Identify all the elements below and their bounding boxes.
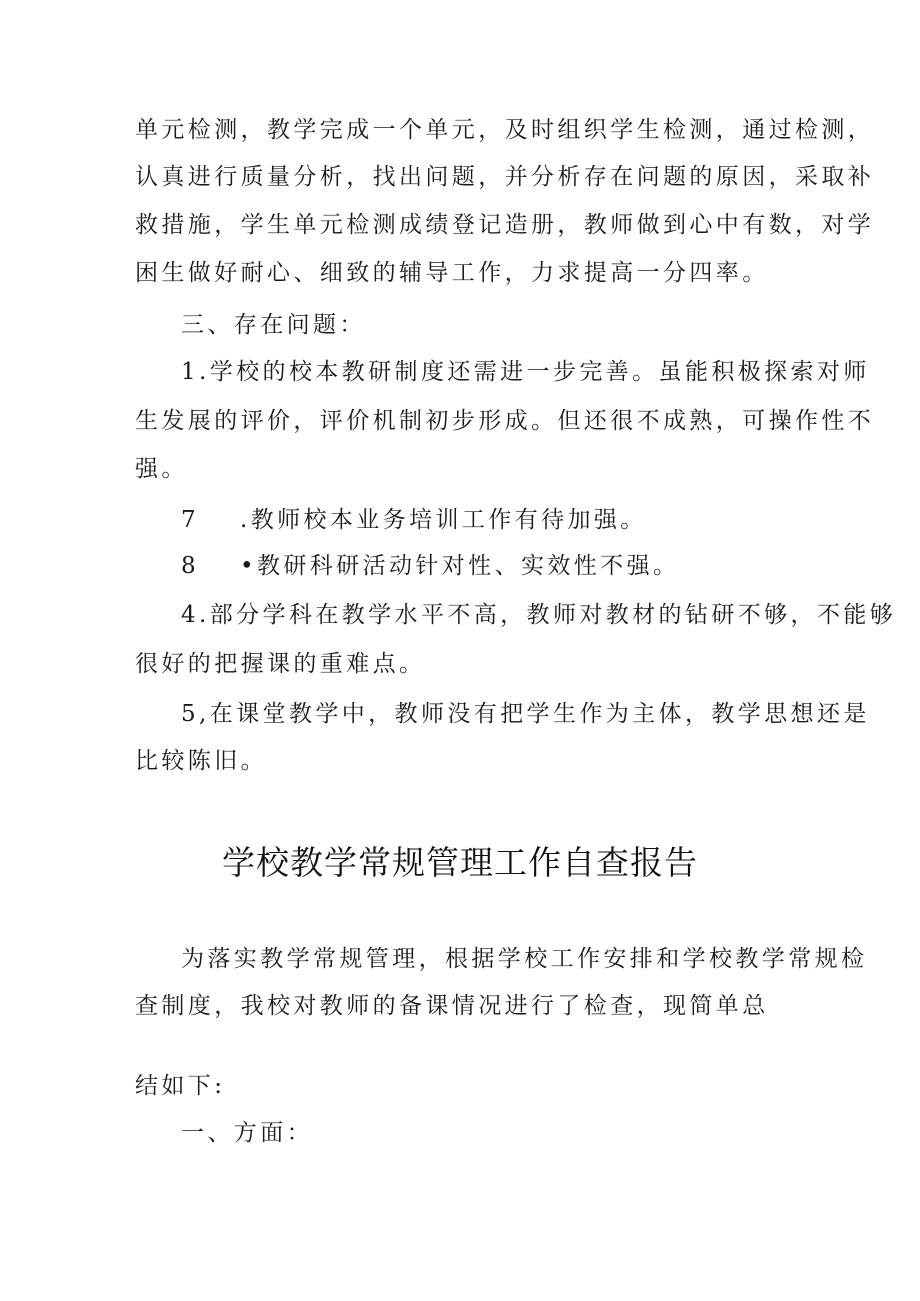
problem-item-8-text: •教研科研活动针对性、实效性不强。 [240, 553, 680, 579]
paragraph-line: 困生做好耐心、细致的辅导工作，力求提高一分四率。 [135, 260, 769, 286]
problem-item-1-line: 强。 [135, 456, 188, 482]
report-title: 学校教学常规管理工作自查报告 [222, 843, 698, 882]
problem-item-4-line: 4.部分学科在教学水平不高，教师对教材的钻研不够，不能够 [181, 602, 897, 628]
problem-item-7-number: 7 [181, 507, 196, 533]
intro-continuation: 结如下: [135, 1073, 226, 1099]
intro-line: 查制度，我校对教师的备课情况进行了检查，现简单总 [135, 993, 769, 1019]
problem-item-1-line: 1.学校的校本教研制度还需进一步完善。虽能积极探索对师 [181, 359, 870, 385]
paragraph-line: 救措施，学生单元检测成绩登记造册，教师做到心中有数，对学 [135, 212, 875, 238]
problem-item-1-line: 生发展的评价，评价机制初步形成。但还很不成熟，可操作性不 [135, 408, 875, 434]
paragraph-line: 认真进行质量分析，找出问题，并分析存在问题的原因，采取补 [135, 164, 875, 190]
paragraph-line: 单元检测，教学完成一个单元，及时组织学生检测，通过检测， [135, 117, 875, 143]
section-heading-problems: 三、存在问题： [181, 312, 366, 338]
problem-item-8-number: 8 [181, 553, 196, 579]
problem-item-5-line: 比较陈旧。 [135, 748, 267, 774]
problem-item-5-line: 5,在课堂教学中，教师没有把学生作为主体，教学思想还是 [181, 701, 870, 727]
problem-item-4-line: 很好的把握课的重难点。 [135, 651, 426, 677]
problem-item-7-text: .教师校本业务培训工作有待加强。 [240, 507, 647, 533]
intro-line: 为落实教学常规管理，根据学校工作安排和学校教学常规检 [181, 946, 868, 972]
section-heading-one: 一、方面： [181, 1120, 313, 1146]
